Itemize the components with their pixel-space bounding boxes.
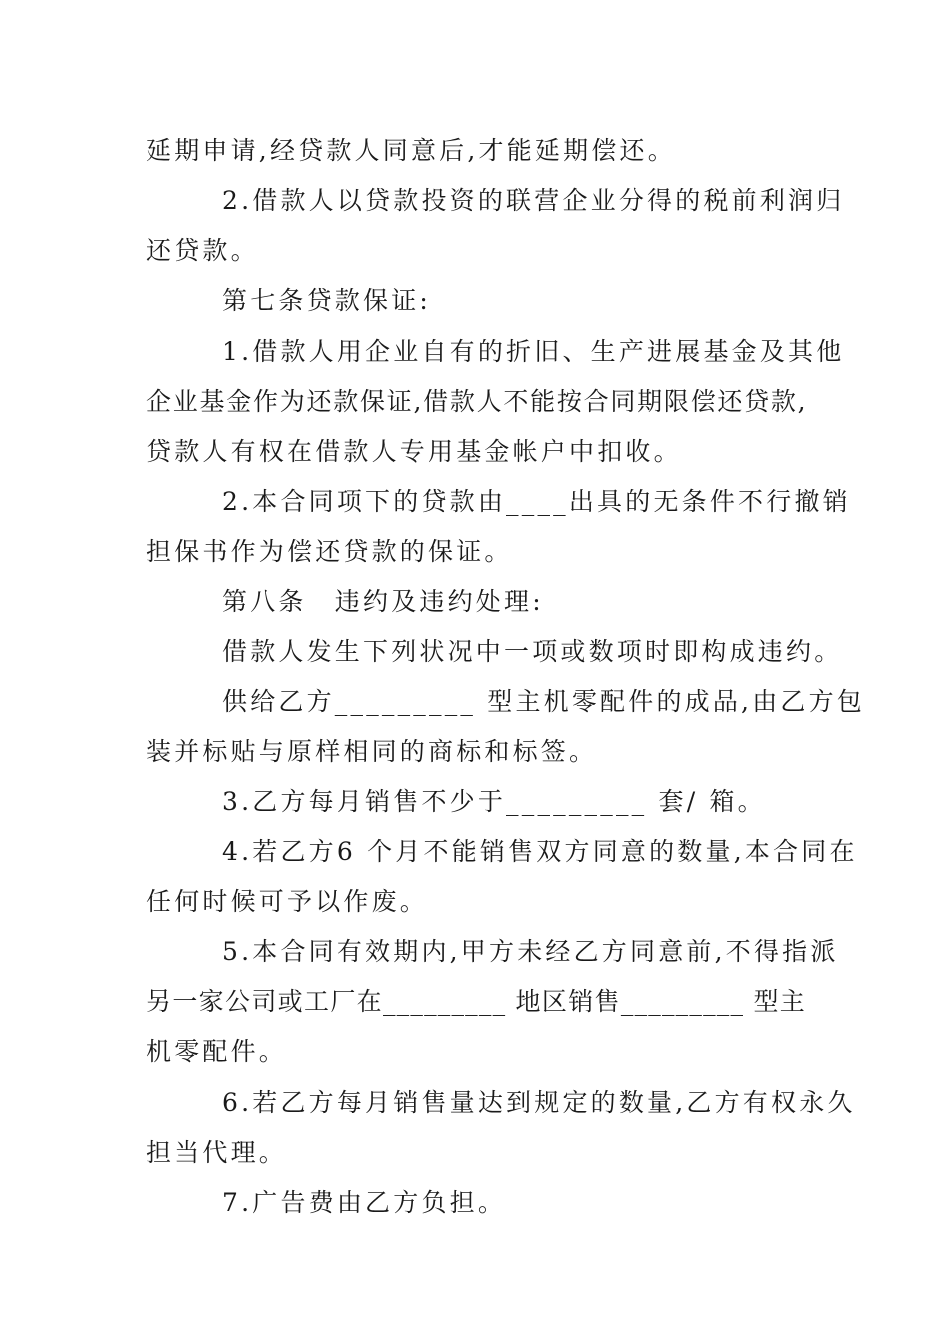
text-line: 7.广告费由乙方负担。 (222, 1188, 507, 1217)
text-line: 2.借款人以贷款投资的联营企业分得的税前利润归 (222, 186, 845, 215)
text-line: 6.若乙方每月销售量达到规定的数量,乙方有权永久 (222, 1088, 856, 1117)
text-line: 2.本合同项下的贷款由____出具的无条件不行撤销 (222, 487, 851, 516)
text-line: 任何时候可予以作废。 (146, 887, 429, 916)
text-line: 5.本合同有效期内,甲方未经乙方同意前,不得指派 (222, 937, 839, 966)
section-heading: 第八条 违约及违约处理: (222, 587, 544, 616)
section-heading: 第七条贷款保证: (222, 286, 432, 315)
text-line: 装并标贴与原样相同的商标和标签。 (146, 737, 598, 766)
text-line: 供给乙方_________ 型主机零配件的成品,由乙方包 (222, 687, 865, 716)
text-line: 机零配件。 (146, 1037, 288, 1066)
text-line: 借款人发生下列状况中一项或数项时即构成违约。 (222, 637, 843, 666)
text-line: 另一家公司或工厂在_________ 地区销售_________ 型主 (146, 987, 806, 1016)
text-line: 贷款人有权在借款人专用基金帐户中扣收。 (146, 437, 682, 466)
text-line: 企业基金作为还款保证,借款人不能按合同期限偿还贷款, (146, 387, 806, 416)
text-line: 3.乙方每月销售不少于_________ 套/ 箱。 (222, 787, 766, 816)
text-line: 还贷款。 (146, 236, 259, 265)
text-line: 4.若乙方6 个月不能销售双方同意的数量,本合同在 (222, 837, 858, 866)
text-line: 担当代理。 (146, 1138, 288, 1167)
text-line: 1.借款人用企业自有的折旧、生产进展基金及其他 (222, 337, 845, 366)
text-line: 担保书作为偿还贷款的保证。 (146, 537, 513, 566)
text-line: 延期申请,经贷款人同意后,才能延期偿还。 (146, 136, 676, 165)
